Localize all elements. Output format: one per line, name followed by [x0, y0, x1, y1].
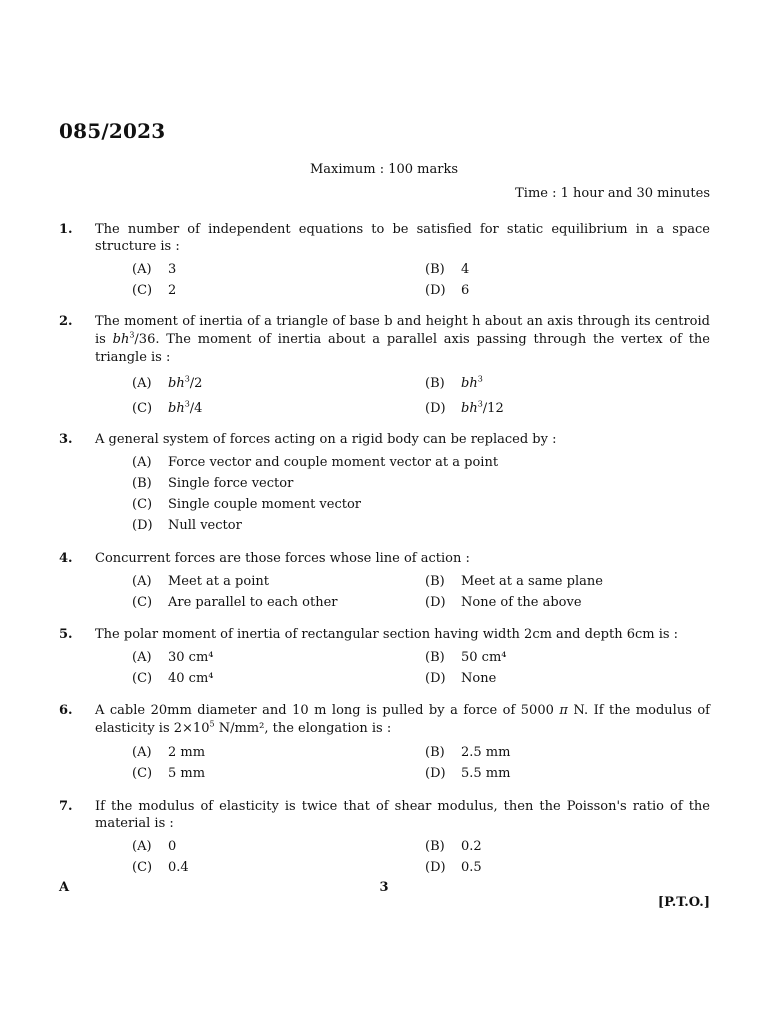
option-c: (C) 2	[132, 283, 177, 298]
options	[95, 647, 710, 689]
option-d: (D) 6	[425, 283, 470, 298]
question-number: 7.	[59, 799, 73, 814]
series-letter: A	[59, 880, 70, 895]
question-number: 1.	[59, 222, 73, 237]
question-number: 5.	[59, 627, 73, 642]
options	[95, 259, 710, 301]
question-2	[59, 313, 710, 421]
question-4	[59, 550, 710, 613]
options	[95, 452, 710, 536]
option-d: (D) 5.5 mm	[425, 766, 511, 781]
question-1	[59, 221, 710, 301]
option-a: (A) 3	[132, 262, 177, 277]
option-a: (A) Meet at a point	[132, 574, 269, 589]
option-b: (B) $bh^3$	[425, 374, 483, 391]
question-text: If the modulus of elasticity is twice that of shear modulus, then the Poisson's ratio of the material is :	[95, 799, 710, 831]
question-number: 4.	[59, 551, 73, 566]
option-c: (C) Are parallel to each other	[132, 595, 338, 610]
option-c: (C) $bh^3/4$	[132, 399, 203, 416]
time-allowed: Time : 1 hour and 30 minutes	[515, 186, 710, 201]
question-text: Concurrent forces are those forces whose line of action :	[95, 551, 470, 566]
question-6	[59, 702, 710, 784]
option-d: (D) 0.5	[425, 860, 482, 875]
option-c: (C) 5 mm	[132, 766, 206, 781]
option-b: (B) Meet at a same plane	[425, 574, 603, 589]
options	[95, 371, 710, 421]
option-b: (B) 2.5 mm	[425, 745, 511, 760]
question-number: 2.	[59, 314, 73, 329]
option-a: (A) 30 cm⁴	[132, 650, 214, 665]
option-b: (B) 4	[425, 262, 470, 277]
question-5	[59, 626, 710, 689]
options	[95, 836, 710, 878]
question-7	[59, 798, 710, 878]
option-d: (D) Null vector	[132, 518, 242, 533]
option-a: (A) 2 mm	[132, 745, 206, 760]
question-text: The moment of inertia of a triangle of base b and height h about an axis through its centroid is $bh^3/36$. The moment of inertia about a parallel axis passing through the vertex of the triangle is :	[95, 314, 710, 365]
question-text: A general system of forces acting on a rigid body can be replaced by :	[95, 432, 557, 447]
option-a: (A) $bh^3/2$	[132, 374, 203, 391]
options	[95, 571, 710, 613]
question-text: A cable 20mm diameter and 10 m long is pulled by a force of 5000 π N. If the modulus of elasticity is $2\times 10^5$ N/mm², the elongation is :	[95, 703, 710, 736]
please-turn-over: [P.T.O.]	[657, 895, 710, 910]
option-b: (B) 50 cm⁴	[425, 650, 507, 665]
question-text: The polar moment of inertia of rectangular section having width 2cm and depth 6cm is :	[95, 627, 679, 642]
page-number: 3	[379, 880, 389, 895]
option-d: (D) None of the above	[425, 595, 582, 610]
options	[95, 742, 710, 784]
question-text: The number of independent equations to be satisfied for static equilibrium in a space structure is :	[95, 222, 710, 254]
option-b: (B) 0.2	[425, 839, 482, 854]
maximum-marks: Maximum : 100 marks	[309, 162, 458, 177]
option-d: (D) None	[425, 671, 497, 686]
paper-code: 085/2023	[59, 119, 166, 143]
question-number: 3.	[59, 432, 73, 447]
option-b: (B) Single force vector	[132, 476, 294, 491]
option-d: (D) $bh^3/12$	[425, 399, 504, 416]
question-number: 6.	[59, 703, 73, 718]
option-a: (A) Force vector and couple moment vector at a point	[132, 455, 499, 470]
question-3	[59, 431, 710, 536]
option-c: (C) Single couple moment vector	[132, 497, 362, 512]
option-c: (C) 40 cm⁴	[132, 671, 214, 686]
option-a: (A) 0	[132, 839, 177, 854]
option-c: (C) 0.4	[132, 860, 189, 875]
